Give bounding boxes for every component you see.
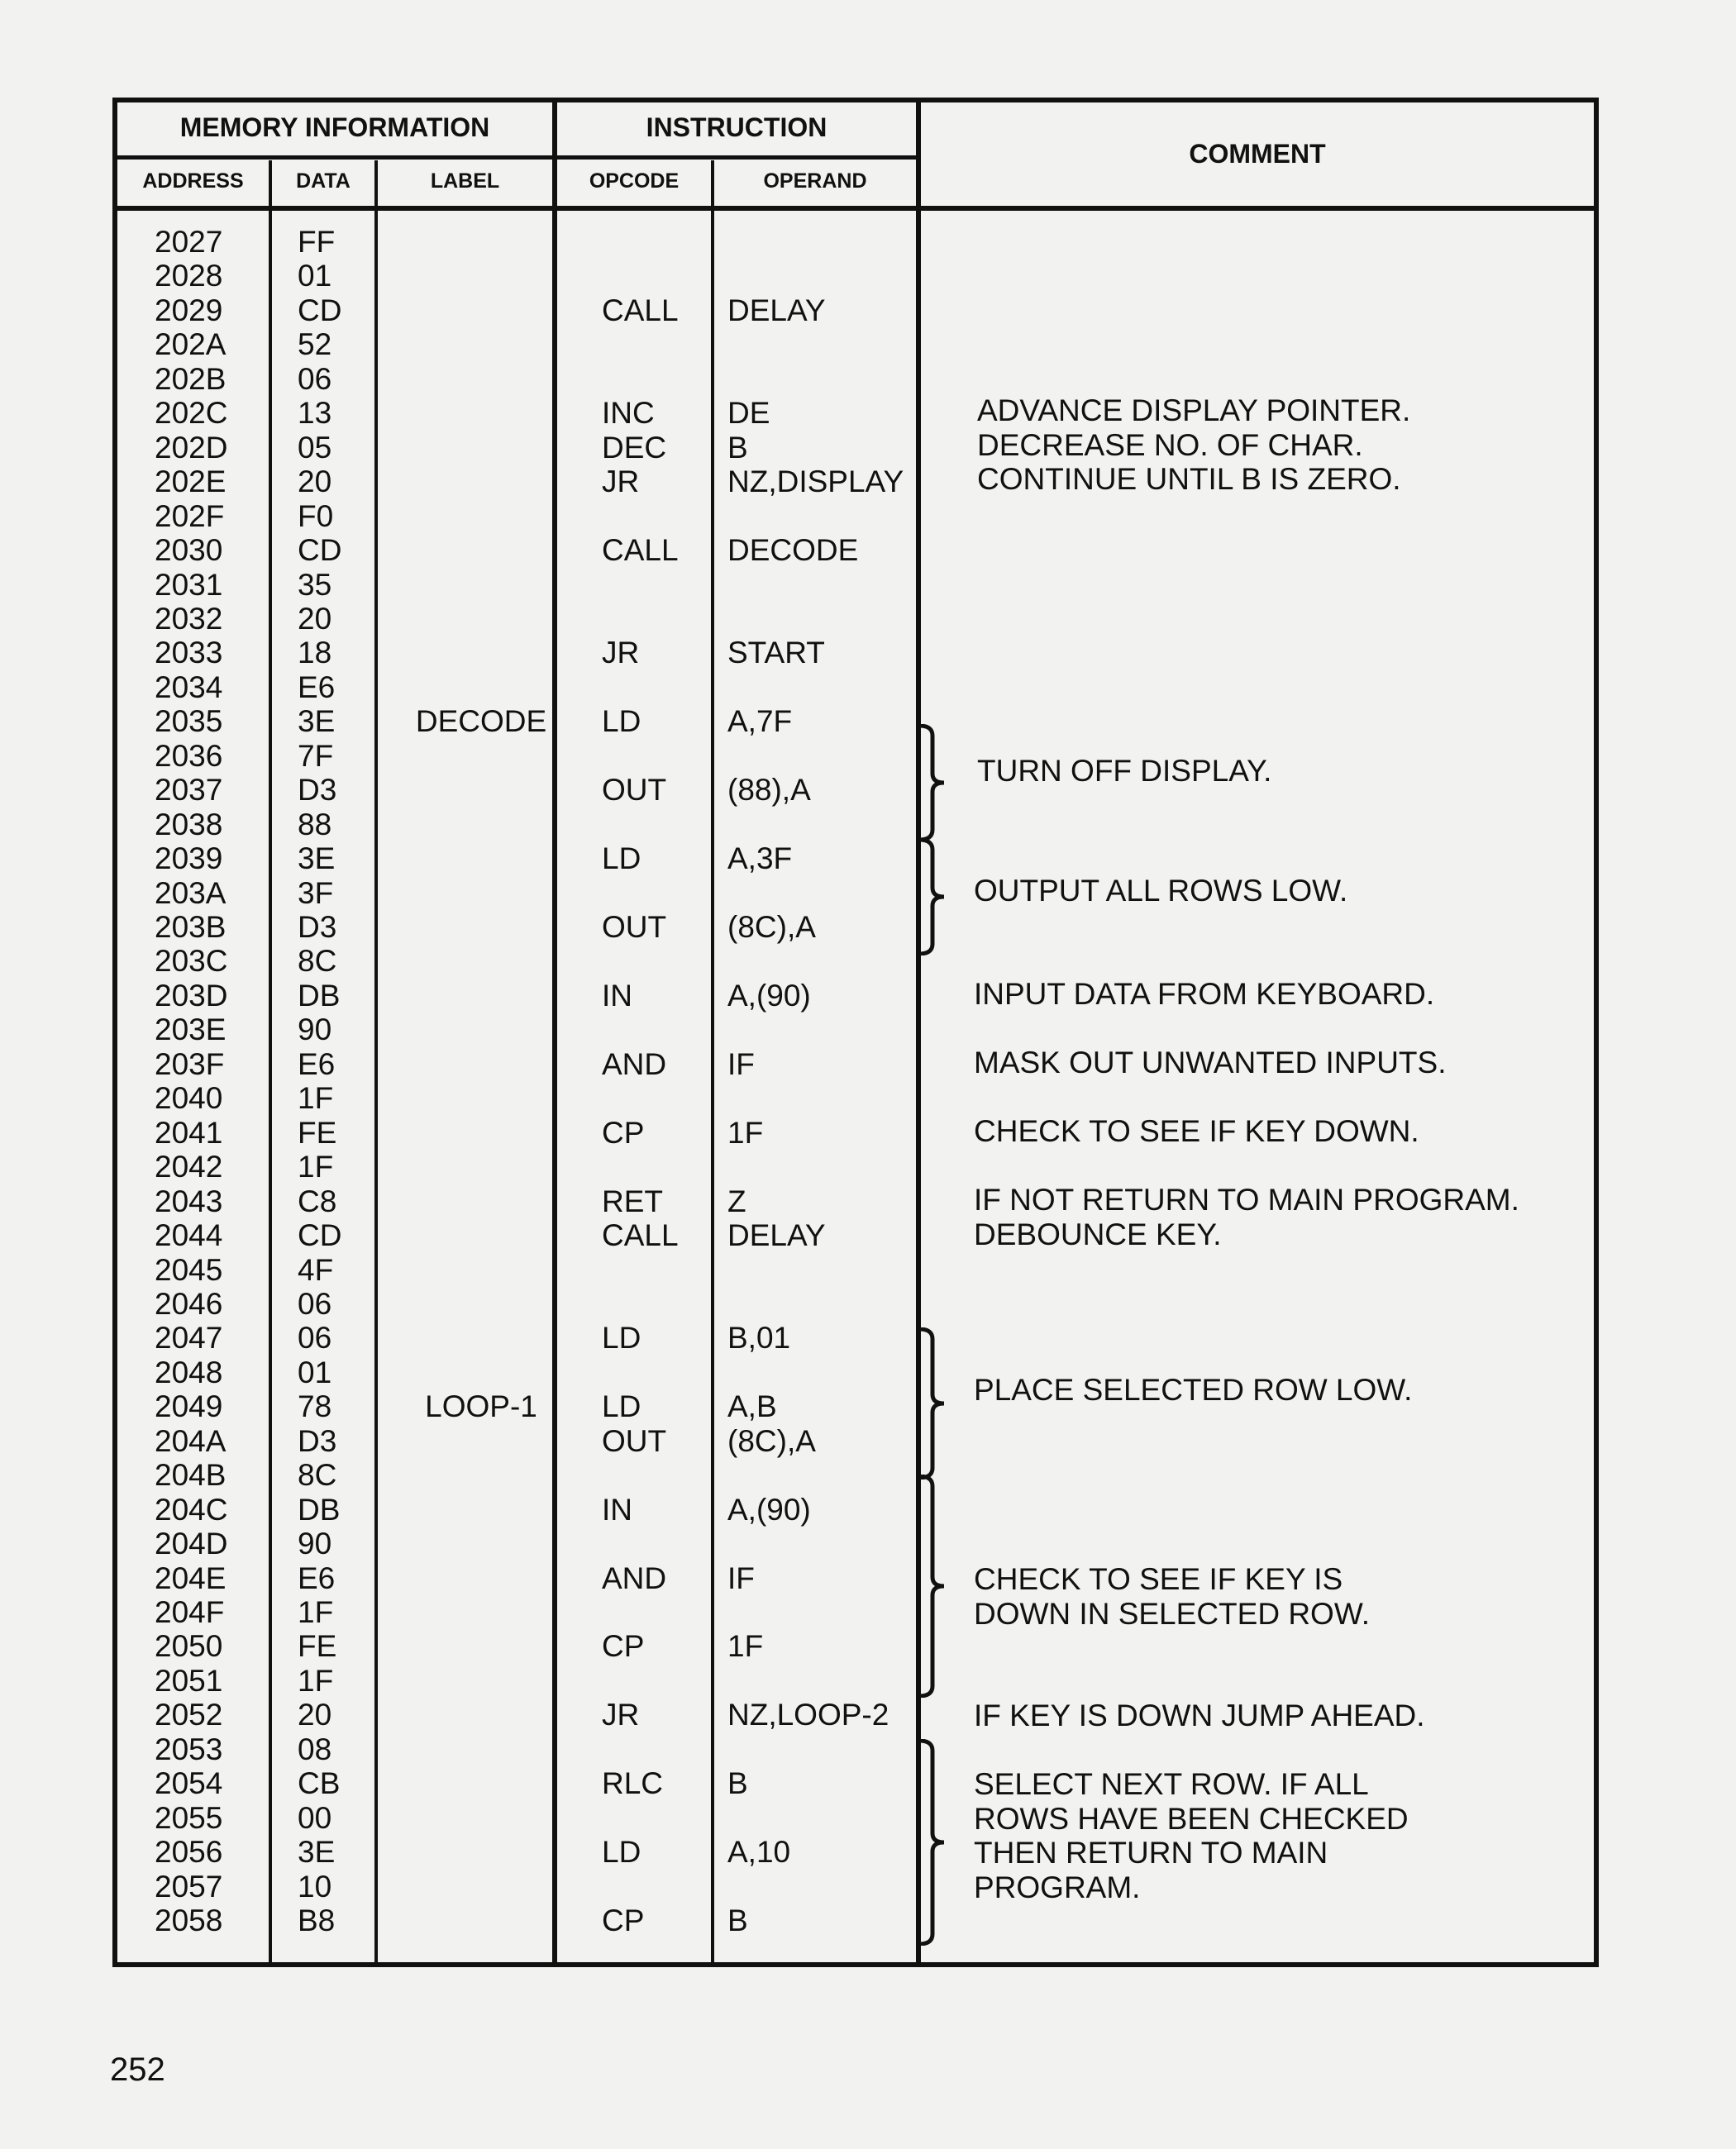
data-cell: 06 — [298, 1321, 332, 1356]
table-row — [117, 1081, 1594, 1116]
table-row — [117, 1595, 1594, 1630]
operand-cell: B — [727, 1766, 748, 1801]
operand-cell: (8C),A — [727, 1423, 816, 1458]
data-cell: 8C — [298, 944, 337, 979]
header-opcode: OPCODE — [589, 169, 680, 193]
table-row — [117, 841, 1594, 876]
opcode-cell: JR — [602, 1698, 640, 1732]
data-cell: 05 — [298, 430, 332, 465]
comment-line: ROWS HAVE BEEN CHECKED — [974, 1801, 1409, 1836]
operand-cell: DELAY — [727, 1218, 826, 1253]
opcode-cell: LD — [602, 1835, 641, 1870]
comment-line: SELECT NEXT ROW. IF ALL — [974, 1767, 1369, 1801]
data-cell: CD — [298, 1218, 342, 1253]
address-cell: 202D — [155, 430, 228, 465]
operand-cell: B,01 — [727, 1321, 791, 1356]
table-row — [117, 1458, 1594, 1493]
table-row — [117, 225, 1594, 260]
comment-line: CHECK TO SEE IF KEY IS — [974, 1562, 1343, 1596]
data-cell: CD — [298, 293, 342, 327]
comment-text — [974, 1373, 1412, 1408]
address-cell: 204F — [155, 1595, 225, 1629]
operand-cell: A,B — [727, 1389, 777, 1424]
address-cell: 2055 — [155, 1800, 223, 1835]
table-row — [117, 1287, 1594, 1322]
label-cell: LOOP-1 — [425, 1389, 537, 1424]
address-cell: 2029 — [155, 293, 223, 327]
data-cell: 20 — [298, 465, 332, 499]
address-cell: 204D — [155, 1527, 228, 1561]
address-cell: 2046 — [155, 1286, 223, 1321]
comment-line: IF KEY IS DOWN JUMP AHEAD. — [974, 1699, 1425, 1732]
operand-cell: NZ,LOOP-2 — [727, 1698, 889, 1732]
comment-text — [974, 1699, 1425, 1733]
data-cell: 00 — [298, 1800, 332, 1835]
table-row — [117, 944, 1594, 979]
opcode-cell: IN — [602, 1492, 632, 1527]
table-row — [117, 1218, 1594, 1253]
data-cell: C8 — [298, 1184, 337, 1218]
comment-text — [977, 754, 1271, 789]
table-row — [117, 1150, 1594, 1184]
address-cell: 2048 — [155, 1355, 223, 1389]
table-row — [117, 1527, 1594, 1561]
data-cell: 4F — [298, 1252, 334, 1287]
data-cell: 35 — [298, 567, 332, 602]
data-cell: 20 — [298, 601, 332, 636]
comment-line: DOWN IN SELECTED ROW. — [974, 1596, 1370, 1631]
data-cell: 06 — [298, 361, 332, 396]
data-cell: D3 — [298, 773, 337, 808]
comment-text — [974, 1767, 1409, 1904]
operand-cell: (8C),A — [727, 910, 816, 944]
table-row — [117, 533, 1594, 568]
address-cell: 2053 — [155, 1732, 223, 1766]
operand-cell: B — [727, 430, 748, 465]
address-cell: 203A — [155, 875, 227, 910]
comment-line: PLACE SELECTED ROW LOW. — [974, 1373, 1413, 1407]
table-row — [117, 1321, 1594, 1356]
address-cell: 202F — [155, 498, 225, 533]
data-cell: 1F — [298, 1081, 334, 1116]
data-cell: 1F — [298, 1150, 334, 1184]
address-cell: 2044 — [155, 1218, 223, 1253]
operand-cell: DELAY — [727, 293, 826, 327]
opcode-cell: OUT — [602, 910, 667, 944]
comment-text — [974, 1046, 1446, 1080]
address-cell: 2027 — [155, 225, 223, 259]
comment-text — [974, 1562, 1370, 1631]
data-cell: 3F — [298, 875, 334, 910]
data-cell: F0 — [298, 498, 334, 533]
opcode-cell: CP — [602, 1115, 645, 1150]
opcode-cell: LD — [602, 704, 641, 739]
address-cell: 2038 — [155, 807, 223, 841]
opcode-cell: LD — [602, 1389, 641, 1424]
table-row — [117, 1629, 1594, 1664]
address-cell: 203E — [155, 1013, 227, 1047]
brace-icon — [916, 1475, 949, 1698]
label-cell: DECODE — [415, 704, 547, 739]
table-row — [117, 1904, 1594, 1938]
address-cell: 2031 — [155, 567, 223, 602]
table-row — [117, 362, 1594, 397]
opcode-cell: AND — [602, 1561, 667, 1595]
opcode-cell: CP — [602, 1629, 645, 1664]
operand-cell: 1F — [727, 1629, 764, 1664]
header-divider — [117, 206, 1594, 211]
address-cell: 2041 — [155, 1115, 223, 1150]
data-cell: 18 — [298, 636, 332, 670]
operand-cell: DE — [727, 396, 770, 431]
data-cell: 10 — [298, 1869, 332, 1904]
header-operand: OPERAND — [763, 169, 867, 193]
table-row — [117, 568, 1594, 603]
address-cell: 2042 — [155, 1150, 223, 1184]
header-comment: COMMENT — [1189, 139, 1326, 169]
comment-line: PROGRAM. — [974, 1870, 1141, 1904]
data-cell: 06 — [298, 1286, 332, 1321]
opcode-cell: LD — [602, 841, 641, 876]
data-cell: DB — [298, 978, 341, 1013]
opcode-cell: INC — [602, 396, 655, 431]
address-cell: 2039 — [155, 841, 223, 876]
data-cell: 88 — [298, 807, 332, 841]
data-cell: FE — [298, 1115, 337, 1150]
opcode-cell: IN — [602, 978, 632, 1013]
comment-line: THEN RETURN TO MAIN — [974, 1836, 1328, 1870]
address-cell: 2050 — [155, 1629, 223, 1664]
data-cell: B8 — [298, 1904, 336, 1938]
address-cell: 2052 — [155, 1698, 223, 1732]
address-cell: 203D — [155, 978, 228, 1013]
table-row — [117, 1253, 1594, 1288]
table-row — [117, 327, 1594, 362]
address-cell: 2033 — [155, 636, 223, 670]
comment-text — [977, 462, 1401, 497]
table-row — [117, 704, 1594, 739]
data-cell: 01 — [298, 1355, 332, 1389]
address-cell: 203B — [155, 910, 227, 944]
opcode-cell: AND — [602, 1046, 667, 1081]
data-cell: 78 — [298, 1389, 332, 1424]
address-cell: 2043 — [155, 1184, 223, 1218]
address-cell: 2032 — [155, 601, 223, 636]
header-instruction: INSTRUCTION — [646, 112, 827, 142]
address-cell: 203C — [155, 944, 228, 979]
operand-cell: (88),A — [727, 773, 811, 808]
operand-cell: DECODE — [727, 533, 859, 568]
data-cell: FF — [298, 225, 336, 259]
data-cell: 3E — [298, 841, 336, 876]
operand-cell: A,(90) — [727, 1492, 811, 1527]
comment-text — [974, 1217, 1222, 1252]
data-cell: CB — [298, 1766, 341, 1801]
header-divider — [117, 155, 916, 160]
data-cell: 1F — [298, 1663, 334, 1698]
data-cell: D3 — [298, 910, 337, 944]
address-cell: 2037 — [155, 773, 223, 808]
comment-line: MASK OUT UNWANTED INPUTS. — [974, 1046, 1447, 1079]
operand-cell: A,10 — [727, 1835, 791, 1870]
data-cell: 90 — [298, 1527, 332, 1561]
data-cell: 01 — [298, 259, 332, 293]
opcode-cell: OUT — [602, 1423, 667, 1458]
table-row — [117, 876, 1594, 911]
address-cell: 2049 — [155, 1389, 223, 1424]
address-cell: 202A — [155, 327, 227, 362]
data-cell: 90 — [298, 1013, 332, 1047]
comment-text — [977, 428, 1363, 463]
table-row — [117, 739, 1594, 774]
table-row — [117, 808, 1594, 842]
opcode-cell: CALL — [602, 293, 679, 327]
comment-line: DEBOUNCE KEY. — [974, 1217, 1222, 1251]
table-row — [117, 1424, 1594, 1459]
data-cell: 8C — [298, 1458, 337, 1493]
operand-cell: A,(90) — [727, 978, 811, 1013]
program-listing-table — [112, 98, 1599, 1967]
address-cell: 2058 — [155, 1904, 223, 1938]
address-cell: 204E — [155, 1561, 227, 1595]
data-cell: 20 — [298, 1698, 332, 1732]
data-cell: 3E — [298, 704, 336, 739]
operand-cell: A,3F — [727, 841, 793, 876]
data-cell: 13 — [298, 396, 332, 431]
address-cell: 2030 — [155, 533, 223, 568]
comment-line: INPUT DATA FROM KEYBOARD. — [974, 977, 1435, 1011]
address-cell: 2034 — [155, 669, 223, 704]
data-cell: D3 — [298, 1423, 337, 1458]
data-cell: FE — [298, 1629, 337, 1664]
comment-line: CHECK TO SEE IF KEY DOWN. — [974, 1114, 1419, 1148]
header-data: DATA — [296, 169, 351, 193]
data-cell: 1F — [298, 1595, 334, 1629]
operand-cell: IF — [727, 1046, 755, 1081]
data-cell: DB — [298, 1492, 341, 1527]
address-cell: 202E — [155, 465, 227, 499]
data-cell: E6 — [298, 1046, 336, 1081]
header-memory-information: MEMORY INFORMATION — [179, 112, 490, 142]
opcode-cell: OUT — [602, 773, 667, 808]
brace-icon — [916, 1327, 949, 1480]
operand-cell: NZ,DISPLAY — [727, 465, 904, 499]
address-cell: 202C — [155, 396, 228, 431]
comment-text — [977, 393, 1410, 428]
table-row — [117, 1732, 1594, 1767]
table-row — [117, 773, 1594, 808]
comment-text — [974, 977, 1434, 1012]
table-row — [117, 636, 1594, 670]
opcode-cell: DEC — [602, 430, 667, 465]
comment-text — [974, 1183, 1519, 1217]
operand-cell: START — [727, 636, 825, 670]
opcode-cell: LD — [602, 1321, 641, 1356]
table-row — [117, 293, 1594, 328]
data-cell: 7F — [298, 738, 334, 773]
operand-cell: A,7F — [727, 704, 793, 739]
table-row — [117, 602, 1594, 636]
header-address: ADDRESS — [142, 169, 244, 193]
data-cell: E6 — [298, 1561, 336, 1595]
table-row — [117, 431, 1594, 465]
table-row — [117, 910, 1594, 945]
address-cell: 2035 — [155, 704, 223, 739]
data-cell: E6 — [298, 669, 336, 704]
table-row — [117, 1664, 1594, 1699]
table-row — [117, 259, 1594, 293]
address-cell: 2045 — [155, 1252, 223, 1287]
table-row — [117, 1013, 1594, 1047]
address-cell: 204B — [155, 1458, 227, 1493]
data-cell: 52 — [298, 327, 332, 362]
opcode-cell: CALL — [602, 533, 679, 568]
opcode-cell: CP — [602, 1904, 645, 1938]
address-cell: 2047 — [155, 1321, 223, 1356]
opcode-cell: JR — [602, 636, 640, 670]
opcode-cell: JR — [602, 465, 640, 499]
comment-line: OUTPUT ALL ROWS LOW. — [974, 874, 1348, 908]
address-cell: 204A — [155, 1423, 227, 1458]
comment-line: ADVANCE DISPLAY POINTER. — [977, 393, 1411, 427]
opcode-cell: RET — [602, 1184, 663, 1218]
address-cell: 2040 — [155, 1081, 223, 1116]
brace-icon — [916, 838, 949, 955]
address-cell: 2057 — [155, 1869, 223, 1904]
operand-cell: IF — [727, 1561, 755, 1595]
data-cell: 08 — [298, 1732, 332, 1766]
address-cell: 2054 — [155, 1766, 223, 1801]
data-cell: 3E — [298, 1835, 336, 1870]
comment-line: TURN OFF DISPLAY. — [977, 754, 1272, 788]
opcode-cell: CALL — [602, 1218, 679, 1253]
table-row — [117, 1493, 1594, 1527]
address-cell: 2056 — [155, 1835, 223, 1870]
comment-line: IF NOT RETURN TO MAIN PROGRAM. — [974, 1183, 1519, 1217]
address-cell: 202B — [155, 361, 227, 396]
comment-line: DECREASE NO. OF CHAR. — [977, 428, 1363, 462]
data-cell: CD — [298, 533, 342, 568]
operand-cell: Z — [727, 1184, 746, 1218]
operand-cell: B — [727, 1904, 748, 1938]
table-row — [117, 1561, 1594, 1596]
brace-icon — [916, 1739, 949, 1946]
brace-icon — [916, 724, 949, 841]
address-cell: 2036 — [155, 738, 223, 773]
address-cell: 2051 — [155, 1663, 223, 1698]
operand-cell: 1F — [727, 1115, 764, 1150]
address-cell: 204C — [155, 1492, 228, 1527]
page-number: 252 — [110, 2051, 165, 2088]
opcode-cell: RLC — [602, 1766, 664, 1801]
table-row — [117, 499, 1594, 534]
address-cell: 2028 — [155, 259, 223, 293]
comment-text — [974, 1114, 1419, 1149]
comment-text — [974, 874, 1347, 908]
comment-line: CONTINUE UNTIL B IS ZERO. — [977, 462, 1401, 496]
table-row — [117, 670, 1594, 705]
header-label: LABEL — [430, 169, 500, 193]
address-cell: 203F — [155, 1046, 225, 1081]
